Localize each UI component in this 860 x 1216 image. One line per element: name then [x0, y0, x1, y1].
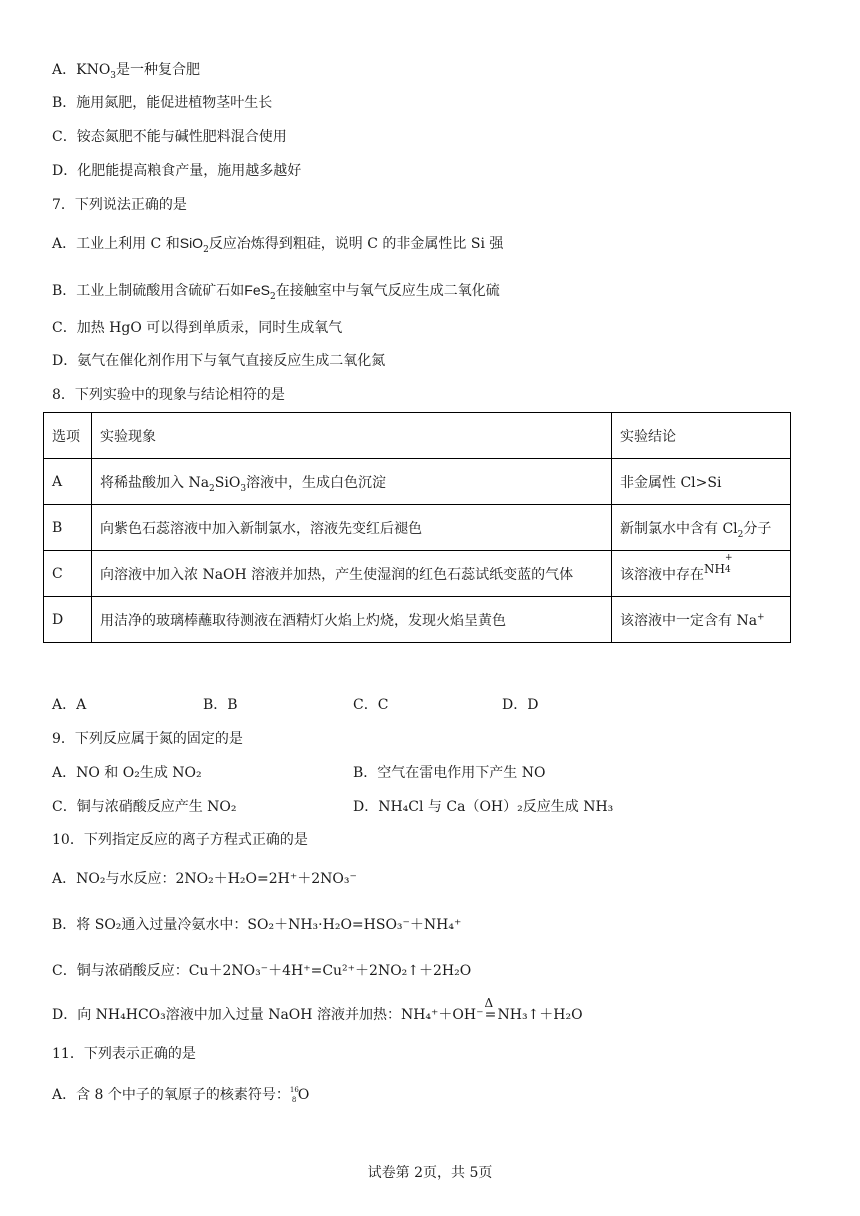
- q10-option-b: B．将 SO₂通入过量冷氨水中：SO₂＋NH₃·H₂O=HSO₃⁻＋NH₄⁺: [52, 917, 462, 933]
- q10-stem: 10．下列指定反应的离子方程式正确的是: [52, 832, 308, 848]
- row-phenomenon: 向紫色石蕊溶液中加入新制氯水，溶液先变红后褪色: [92, 505, 612, 551]
- q8-choice-a: A．A: [52, 697, 87, 713]
- heat-condition: Δ =: [484, 996, 497, 1023]
- q6-option-b: B．施用氮肥，能促进植物茎叶生长: [52, 95, 273, 111]
- row-conclusion: 该溶液中存在NH + 4: [612, 551, 791, 597]
- q11-option-a: A．含 8 个中子的氧原子的核素符号： 16 8 O: [52, 1086, 310, 1104]
- q8-table: [43, 412, 791, 643]
- row-phenomenon: 用洁净的玻璃棒蘸取待测液在酒精灯火焰上灼烧，发现火焰呈黄色: [92, 597, 612, 643]
- q7-option-d: D．氨气在催化剂作用下与氧气直接反应生成二氧化氮: [52, 353, 386, 369]
- q7-stem: 7．下列说法正确的是: [52, 197, 187, 213]
- header-phenomenon: 实验现象: [92, 413, 612, 459]
- q9-option-c: C．铜与浓硝酸反应产生 NO₂: [52, 799, 237, 815]
- row-phenomenon: 将稀盐酸加入 $Na_2SiO_3$溶液中，生成白色沉淀: [92, 459, 612, 505]
- row-conclusion: 新制氯水中含有 $Cl_2$分子: [612, 505, 791, 551]
- q7-option-b: B．工业上制硫酸用含硫矿石如FeS$_2$在接触室中与氧气反应生成二氧化硫: [52, 282, 500, 302]
- q10-option-c: C．铜与浓硝酸反应：Cu＋2NO₃⁻＋4H⁺=Cu²⁺＋2NO₂↑＋2H₂O: [52, 963, 472, 979]
- row-option: D: [44, 597, 92, 643]
- row-option: A: [44, 459, 92, 505]
- header-option: 选项: [44, 413, 92, 459]
- table-row: [44, 551, 791, 597]
- q7-option-a: A．工业上利用 C 和SiO$_2$反应冶炼得到粗硅，说明 C 的非金属性比 Si 强: [52, 235, 504, 255]
- q8-choice-c: C．C: [353, 697, 389, 713]
- q8-choice-b: B．B: [203, 697, 238, 713]
- row-conclusion: 非金属性 Cl>Si: [612, 459, 791, 505]
- q9-option-b: B．空气在雷电作用下产生 NO: [353, 765, 546, 781]
- table-row: [44, 505, 791, 551]
- row-phenomenon: 向溶液中加入浓 NaOH 溶液并加热，产生使湿润的红色石蕊试纸变蓝的气体: [92, 551, 612, 597]
- q6-option-d: D．化肥能提高粮食产量，施用越多越好: [52, 163, 302, 179]
- row-conclusion: 该溶液中一定含有 Na+: [612, 597, 791, 643]
- q10-option-a: A．NO₂与水反应：2NO₂＋H₂O=2H⁺＋2NO₃⁻: [52, 871, 357, 887]
- table-row: [44, 459, 791, 505]
- header-conclusion: 实验结论: [612, 413, 791, 459]
- table-row: [44, 597, 791, 643]
- q9-option-d: D．NH₄Cl 与 Ca（OH）₂反应生成 NH₃: [353, 799, 614, 815]
- q7-option-c: C．加热 HgO 可以得到单质汞，同时生成氧气: [52, 320, 343, 336]
- q8-choice-d: D．D: [502, 697, 539, 713]
- q8-stem: 8．下列实验中的现象与结论相符的是: [52, 387, 285, 403]
- page-footer: 试卷第 2页，共 5页: [367, 1165, 493, 1181]
- table-header-row: [44, 413, 791, 459]
- q11-stem: 11．下列表示正确的是: [52, 1046, 196, 1062]
- q6-option-c: C．铵态氮肥不能与碱性肥料混合使用: [52, 129, 287, 145]
- q9-option-a: A．NO 和 O₂生成 NO₂: [52, 765, 202, 781]
- q10-option-d: D．向 NH₄HCO₃溶液中加入过量 NaOH 溶液并加热：NH₄⁺＋OH⁻ Δ =NH₃↑＋H₂O: [52, 996, 583, 1023]
- q6-option-a: A．$KNO_3$是一种复合肥: [52, 62, 201, 81]
- q9-stem: 9．下列反应属于氮的固定的是: [52, 731, 243, 747]
- row-option: C: [44, 551, 92, 597]
- row-option: B: [44, 505, 92, 551]
